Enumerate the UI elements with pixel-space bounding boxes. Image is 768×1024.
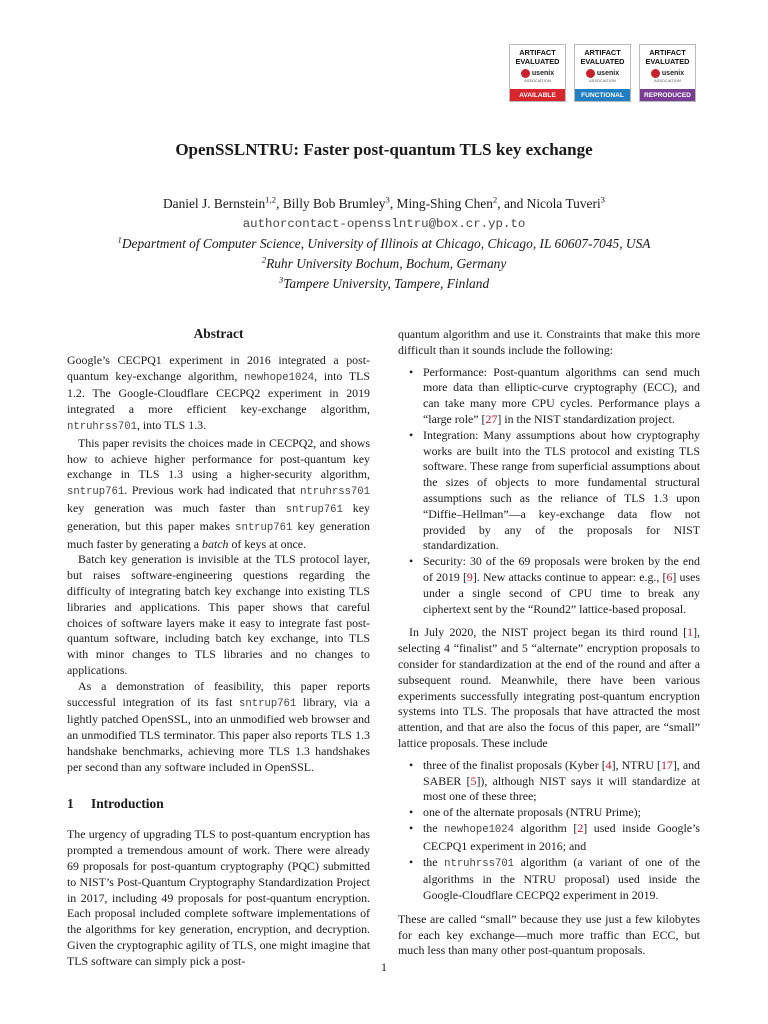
body-paragraph: In July 2020, the NIST project began its third round [1], selecting 4 “finalist” and 5 “alternate” encryption proposals to consider for standardization at the end of the round and after a subsequent round. Meanwhile, there have been various experiments successfully integrating post-quantum encryption systems into TLS. The proposals that have attracted the most attention, and that are also the focus of this paper, are “small” lattice proposals. These include bbox=[398, 625, 700, 750]
citation-link[interactable]: 4 bbox=[605, 757, 612, 772]
badge-top-text: ARTIFACT EVALUATED bbox=[515, 48, 560, 66]
citation-link[interactable]: 5 bbox=[470, 773, 477, 788]
list-item: • the newhope1024 algorithm [2] used inside Google’s CECPQ1 experiment in 2016; and bbox=[398, 821, 700, 855]
body-paragraph: quantum algorithm and use it. Constraints that make this more difficult than it sounds include the following: bbox=[398, 327, 700, 357]
citation-link[interactable]: 9 bbox=[466, 569, 473, 584]
badge-reproduced bbox=[639, 44, 696, 102]
code-term: ntruhrss701 bbox=[444, 857, 515, 870]
badge-top-text: ARTIFACT EVALUATED bbox=[580, 48, 625, 66]
badge-label: FUNCTIONAL bbox=[575, 89, 630, 101]
left-column bbox=[67, 323, 370, 969]
abstract-paragraph: Google’s CECPQ1 experiment in 2016 integrated a post-quantum key-exchange algorithm, newhope1024, into TLS 1.2. The Google-Cloudflare CECPQ2 experiment in 2019 integrated a more efficient key-exchange algorithm, ntruhrss701, into TLS 1.3. bbox=[67, 352, 370, 433]
author-affiliation-mark: 2 bbox=[492, 194, 498, 205]
page-number: 1 bbox=[381, 960, 387, 974]
badge-sub-text: ASSOCIATION bbox=[654, 79, 681, 83]
badge-top-text: ARTIFACT EVALUATED bbox=[645, 48, 690, 66]
author-name: , and Nicola Tuveri bbox=[497, 196, 601, 211]
code-term: sntrup761 bbox=[235, 521, 293, 534]
abstract-paragraph: As a demonstration of feasibility, this paper reports successful integration of its fast sntrup761 library, via a lightly patched OpenSSL, into an unmodified web browser and an unmodified TLS terminator. This paper also reports TLS 1.3 handshake benchmarks, achieving more TLS 1.3 handshakes per second than any software included in OpenSSL. bbox=[67, 678, 370, 774]
code-term: sntrup761 bbox=[67, 486, 125, 499]
badge-label: AVAILABLE bbox=[510, 89, 565, 101]
author-name: Daniel J. Bernstein bbox=[162, 196, 266, 211]
author-affiliation-mark: 1,2 bbox=[265, 194, 277, 205]
badge-sub-text: ASSOCIATION bbox=[589, 79, 616, 83]
citation-link[interactable]: 6 bbox=[666, 569, 673, 584]
list-item: • Security: 30 of the 69 proposals were broken by the end of 2019 [9]. New attacks continue to appear: e.g., [6] uses under a single second of CPU time to break any ciphertext sent by the “Round2” lattice-based proposal. bbox=[398, 554, 700, 617]
citation-link[interactable]: 1 bbox=[687, 625, 694, 640]
list-item: • three of the finalist proposals (Kyber [4], NTRU [17], and SABER [5]), although NIST says it will standardize at most one of these three; bbox=[398, 758, 700, 805]
usenix-logo-icon bbox=[521, 69, 530, 78]
list-item: • the ntruhrss701 algorithm (a variant of one of the algorithms in the NTRU proposal) used inside the Google-Cloudflare CECPQ2 experiment in 2019. bbox=[398, 855, 700, 904]
contact-email: authorcontact-opensslntru@box.cr.yp.to bbox=[242, 217, 526, 231]
usenix-logo-icon bbox=[586, 69, 595, 78]
paper-title: OpenSSLNTRU: Faster post-quantum TLS key exchange bbox=[175, 140, 593, 159]
author-line bbox=[0, 194, 768, 214]
abstract-paragraph: This paper revisits the choices made in CECPQ2, and shows how to achieve higher performance for post-quantum key exchange in TLS 1.3 using a higher-security algorithm, sntrup761. Previous work had indicated that ntruhrss701 key generation was much faster than sntrup761 key generation, but this paper makes sntrup761 key generation much faster by generating a batch of keys at once. bbox=[67, 435, 370, 551]
usenix-logo: usenix bbox=[651, 69, 684, 78]
usenix-logo: usenix bbox=[521, 69, 554, 78]
code-term: newhope1024 bbox=[444, 823, 515, 836]
abstract-paragraph: Batch key generation is invisible at the TLS protocol layer, but raises software-engineering questions regarding the difficulty of integrating batch key exchange into existing TLS libraries and applications. This paper shows that careful choices of software layers make it easy to integrate fast post-quantum software, including batch key exchange, into TLS with minor changes to TLS libraries and no changes to applications. bbox=[67, 552, 370, 677]
author-affiliation-mark: 3 bbox=[385, 194, 390, 205]
intro-paragraph: The urgency of upgrading TLS to post-quantum encryption has prompted a tremendous amount of work. There were already 69 proposals for post-quantum cryptography (PQC) submitted to NIST’s Post-Quantum Cryptography Standardization Project in 2017, including 49 proposals for post-quantum encryption. Each proposal included complete software implementations of the algorithms for key generation, encryption, and decryption. Given the cryptographic agility of TLS, one might imagine that TLS software can simply pick a post- bbox=[67, 827, 370, 968]
author-name: , Ming-Shing Chen bbox=[389, 196, 493, 211]
badge-available bbox=[509, 44, 566, 102]
code-term: ntruhrss701 bbox=[67, 420, 137, 433]
author-affiliation-mark: 3 bbox=[600, 194, 606, 205]
author-block bbox=[0, 194, 768, 294]
emphasis: batch bbox=[202, 536, 229, 551]
artifact-badges bbox=[509, 44, 696, 102]
citation-link[interactable]: 17 bbox=[660, 757, 673, 772]
abstract-heading: Abstract bbox=[193, 326, 244, 341]
list-item: • Integration: Many assumptions about how cryptography works are built into the TLS protocol and existing TLS software. These range from superficial assumptions about the sizes of objects to more fundamental structural assumptions such as the reliance of TLS 1.3 upon “Diffie–Hellman”—a key-exchange data flow not provided by any of the proposals for NIST standardization. bbox=[398, 428, 700, 554]
code-term: newhope1024 bbox=[244, 371, 315, 384]
body-paragraph: These are called “small” because they use just a few kilobytes for each key exchange—much more traffic than ECC, but much less than many other post-quantum proposals. bbox=[398, 911, 700, 958]
right-column bbox=[398, 327, 700, 959]
usenix-logo-icon bbox=[651, 69, 660, 78]
affiliation-1: $^1$Department of Computer Science, University of Illinois at Chicago, Chicago, IL 60607-7045, USA bbox=[117, 234, 651, 251]
code-term: sntrup761 bbox=[239, 697, 297, 710]
citation-link[interactable]: 27 bbox=[485, 411, 498, 426]
citation-link[interactable]: 2 bbox=[577, 820, 584, 835]
section-heading-introduction: 1 Introduction bbox=[67, 795, 164, 811]
badge-label: REPRODUCED bbox=[640, 89, 695, 101]
proposals-list bbox=[398, 758, 700, 904]
author-name: , Billy Bob Brumley bbox=[276, 196, 386, 211]
code-term: sntrup761 bbox=[285, 503, 343, 516]
code-term: ntruhrss701 bbox=[300, 486, 370, 499]
constraints-list bbox=[398, 365, 700, 618]
affiliation-3: $^3$Tampere University, Tampere, Finland bbox=[278, 274, 490, 291]
usenix-logo: usenix bbox=[586, 69, 619, 78]
badge-sub-text: ASSOCIATION bbox=[524, 79, 551, 83]
affiliation-2: $^2$Ruhr University Bochum, Bochum, Germany bbox=[261, 254, 507, 271]
list-item: • one of the alternate proposals (NTRU Prime); bbox=[398, 805, 700, 821]
list-item: • Performance: Post-quantum algorithms can send much more data than elliptic-curve cryptography (ECC), and can take many more CPU cycles. Performance plays a “large role” [27] in the NIST standardization project. bbox=[398, 365, 700, 428]
badge-functional bbox=[574, 44, 631, 102]
